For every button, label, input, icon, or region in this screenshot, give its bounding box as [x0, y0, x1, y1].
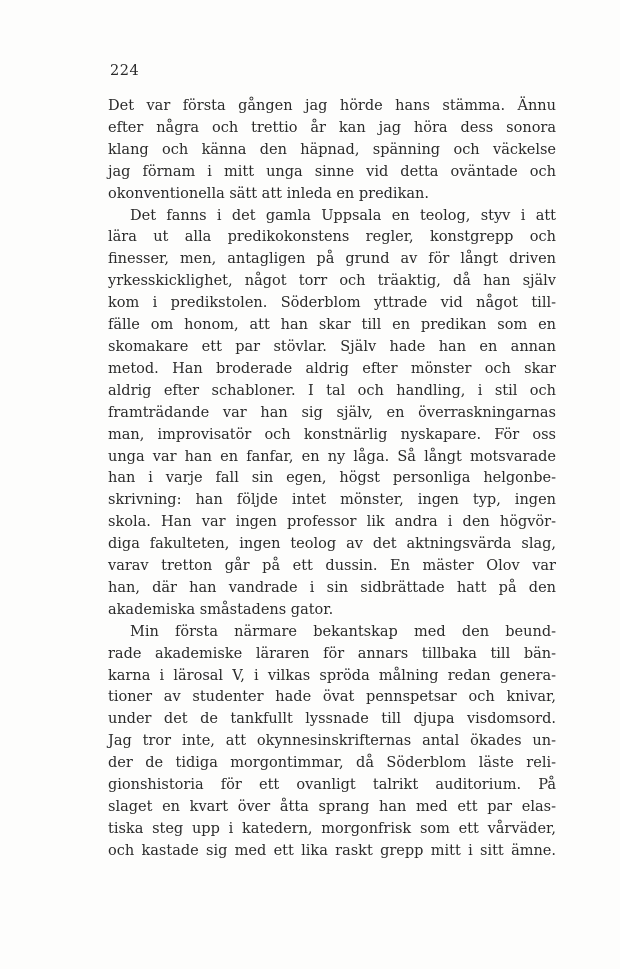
text-line: yrkesskicklighet, något torr och träaktig, då han själv [108, 273, 556, 290]
text-line: der de tidiga morgontimmar, då Söderblom läste reli- [108, 755, 556, 772]
text-line: Det var första gången jag hörde hans stämma. Ännu [108, 98, 556, 114]
text-line: han i varje fall sin egen, högst personliga helgonbe- [108, 470, 556, 487]
text-line: karna i lärosal V, i vilkas spröda målning redan genera- [108, 667, 556, 684]
text-line: fälle om honom, att han skar till en predikan som en [108, 317, 556, 334]
text-line: Det fanns i det gamla Uppsala en teolog, styv i att [130, 207, 556, 224]
text-line: Min första närmare bekantskap med den beund- [130, 623, 556, 640]
text-line: metod. Han broderade aldrig efter mönster och skar [108, 360, 556, 377]
text-line: Jag tror inte, att okynnesinskrifternas antal ökades un- [108, 733, 556, 750]
text-line: rade akademiske läraren för annars tillbaka till bän- [108, 645, 556, 662]
page-number: 224 [110, 63, 140, 79]
text-line: skomakare ett par stövlar. Själv hade han en annan [108, 338, 556, 355]
text-line: under det de tankfullt lyssnade till djupa visdomsord. [108, 711, 556, 728]
text-line: diga fakulteten, ingen teolog av det aktningsvärda slag, [108, 536, 556, 553]
text-line: akademiska småstadens gator. [108, 601, 334, 618]
text-line: han, där han vandrade i sin sidbrättade hatt på den [108, 579, 556, 596]
text-line: skrivning: han följde intet mönster, ingen typ, ingen [108, 492, 556, 509]
text-line: gionshistoria för ett ovanligt talrikt auditorium. På [108, 777, 556, 794]
body-text [108, 96, 556, 863]
text-line: jag förnam i mitt unga sinne vid detta oväntade och [108, 163, 556, 180]
text-line: okonventionella sätt att inleda en predikan. [108, 185, 429, 202]
text-line: kom i predikstolen. Söderblom yttrade vid något till- [108, 295, 556, 312]
text-line: tioner av studenter hade övat pennspetsar och knivar, [108, 689, 556, 706]
text-line: framträdande var han sig själv, en överraskningarnas [108, 404, 556, 421]
text-line: varav tretton går på ett dussin. En mäster Olov var [108, 558, 556, 575]
text-line: skola. Han var ingen professor lik andra i den högvör- [108, 514, 556, 531]
text-line: och kastade sig med ett lika raskt grepp mitt i sitt ämne. [108, 842, 556, 859]
text-line: efter några och trettio år kan jag höra dess sonora [108, 119, 556, 136]
text-line: unga var han en fanfar, en ny låga. Så långt motsvarade [108, 448, 556, 465]
text-line: lära ut alla predikokonstens regler, konstgrepp och [108, 229, 556, 246]
text-line: aldrig efter schabloner. I tal och handling, i stil och [108, 382, 556, 399]
text-line: finesser, men, antagligen på grund av för långt driven [108, 251, 556, 268]
text-line: klang och känna den häpnad, spänning och väckelse [108, 141, 556, 158]
text-line: man, improvisatör och konstnärlig nyskapare. För oss [108, 426, 556, 443]
text-line: tiska steg upp i katedern, morgonfrisk som ett vårväder, [108, 820, 556, 837]
text-line: slaget en kvart över åtta sprang han med ett par elas- [108, 799, 556, 815]
